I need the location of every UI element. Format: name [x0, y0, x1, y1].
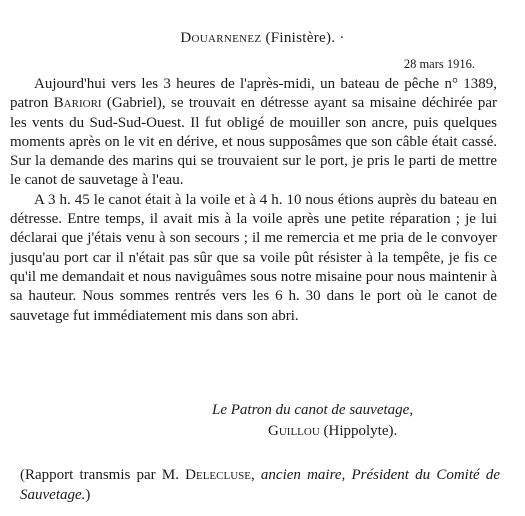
signature-name-line [212, 421, 413, 442]
source-mr: M. [161, 467, 186, 483]
report-heading [0, 30, 525, 47]
source-close: ) [85, 486, 91, 503]
heading-place: Douarnenez [180, 30, 262, 46]
heading-region: (Finistère). · [261, 30, 345, 46]
source-person: Delecluse [185, 467, 251, 483]
source-note [20, 466, 500, 505]
paragraph-1-start: Aujourd'hui vers les 3 heures de l'après-midi, un bateau de pêche n° 1389, patron [10, 76, 497, 112]
signature-block [212, 400, 413, 442]
signature-name: Guillou [268, 423, 320, 439]
paragraph-1 [10, 75, 497, 191]
report-date: 28 mars 1916. [403, 57, 475, 71]
signature-given: (Hippolyte). [319, 423, 398, 439]
paragraph-1-name: Bariori [53, 95, 102, 112]
source-open: (Rapport transmis par [20, 467, 162, 483]
report-body [10, 75, 497, 326]
paragraph-2: A 3 h. 45 le canot était à la voile et à 4 h. 10 nous étions auprès du bateau en détresse. Entre temps, il avait mis à la voile après une petite réparation ; je lui déclarai que j'étais venu à son secours ; il me remercia et me pria de le convoyer jusqu'au port car il n'était pas sûr que sa voile pût résister à la tempête, je fis ce qu'il me demandait et nous naviguâmes sous notre misaine pour nous maintenir à sa hauteur. Nous sommes rentrés vers les 6 h. 30 dans le port où le canot de sauvetage fut immédiatement mis dans son abri. [10, 191, 497, 324]
source-rest: , ancien maire, Président du Comité de Sauvetage. [20, 467, 500, 503]
paragraph-1-end: (Gabriel), se trouvait en détresse ayant sa misaine déchirée par les vents du Sud-Sud-Ouest. Il fut obligé de mouiller son ancre, puis quelques moments après on le vit en dérive, et nous supposâmes que son câble était cassé. Sur la demande des marins qui se trouvaient sur le port, je pris le parti de mettre le canot de sauvetage à l'eau. [10, 95, 497, 189]
signature-title: Le Patron du canot de sauvetage, [212, 402, 414, 418]
